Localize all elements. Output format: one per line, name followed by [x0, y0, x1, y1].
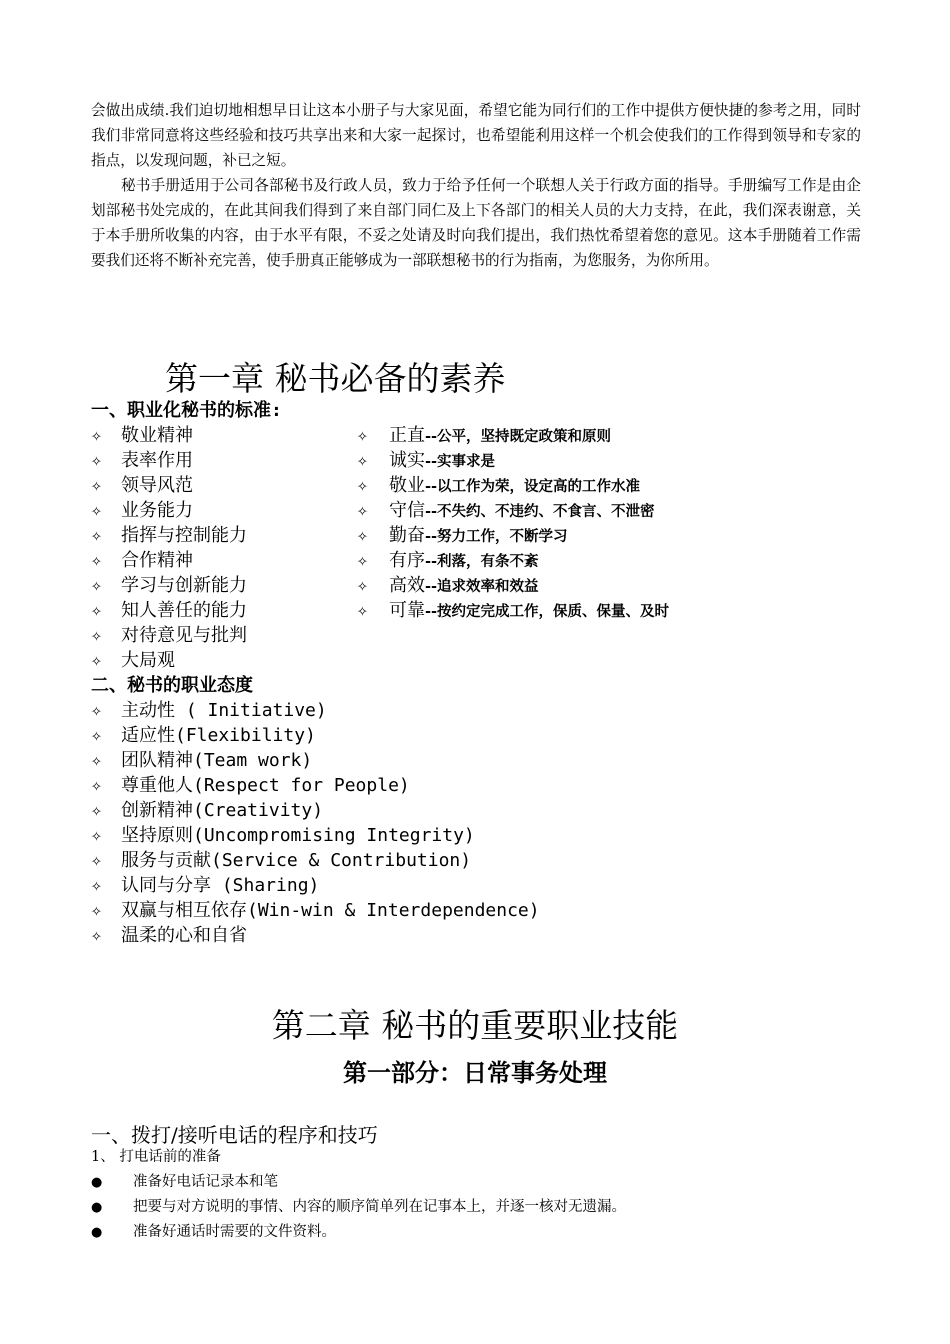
- list-item: ✧ 诚实--实事求是: [357, 450, 496, 471]
- subsection-heading-prep: 1、 打电话前的准备: [91, 1149, 221, 1165]
- section-heading-phone: 一、拨打/接听电话的程序和技巧: [91, 1123, 378, 1147]
- list-item: ✧ 知人善任的能力: [91, 600, 247, 621]
- list-item: ✧ 认同与分享 (Sharing): [91, 875, 320, 896]
- star-bullet-icon: ✧: [91, 525, 102, 546]
- star-bullet-icon: ✧: [357, 550, 368, 571]
- star-bullet-icon: ✧: [91, 475, 102, 496]
- intro-paragraph-1: 会做出成绩.我们迫切地相想早日让这本小册子与大家见面，希望它能为同行们的工作中提供方便快捷的参考之用，同时我们非常同意将这些经验和技巧共享出来和大家一起探讨，也希望能利用这样一个机会使我们的工作得到领导和专家的指点，以发现问题，补已之短。: [91, 102, 861, 169]
- star-bullet-icon: ✧: [91, 850, 102, 871]
- standards-right-list: [357, 423, 669, 623]
- section-heading-attitude: 二、秘书的职业态度: [91, 675, 253, 696]
- list-item: ✧ 勤奋--努力工作，不断学习: [357, 525, 568, 546]
- list-item: ✧ 指挥与控制能力: [91, 525, 247, 546]
- star-bullet-icon: ✧: [91, 575, 102, 596]
- phone-prep-list: [91, 1170, 626, 1245]
- list-item: ✧ 有序--利落，有条不紊: [357, 550, 539, 571]
- dot-bullet-icon: ●: [91, 1175, 103, 1190]
- star-bullet-icon: ✧: [91, 650, 102, 671]
- star-bullet-icon: ✧: [357, 425, 368, 446]
- list-item: ✧ 坚持原则(Uncompromising Integrity): [91, 825, 475, 846]
- star-bullet-icon: ✧: [357, 600, 368, 621]
- list-item: ✧ 敬业精神: [91, 425, 193, 446]
- list-item: ✧ 正直--公平，坚持既定政策和原则: [357, 425, 612, 446]
- dot-bullet-icon: ●: [91, 1225, 103, 1240]
- star-bullet-icon: ✧: [357, 475, 368, 496]
- star-bullet-icon: ✧: [357, 575, 368, 596]
- list-item: ✧ 合作精神: [91, 550, 193, 571]
- star-bullet-icon: ✧: [357, 525, 368, 546]
- list-item: ✧ 适应性(Flexibility): [91, 725, 316, 746]
- star-bullet-icon: ✧: [91, 900, 102, 921]
- list-item: ✧ 温柔的心和自省: [91, 925, 247, 946]
- list-item: ✧ 学习与创新能力: [91, 575, 247, 596]
- list-item: ✧ 敬业--以工作为荣，设定高的工作水准: [357, 475, 641, 496]
- star-bullet-icon: ✧: [91, 625, 102, 646]
- list-item: ✧ 尊重他人(Respect for People): [91, 775, 410, 796]
- list-item: ✧ 表率作用: [91, 450, 193, 471]
- list-item: ✧ 对待意见与批判: [91, 625, 247, 646]
- list-item: ● 把要与对方说明的事情、内容的顺序简单列在记事本上，并逐一核对无遗漏。: [91, 1195, 626, 1220]
- attitude-list: [91, 698, 540, 948]
- star-bullet-icon: ✧: [91, 425, 102, 446]
- star-bullet-icon: ✧: [91, 825, 102, 846]
- standards-left-list: [91, 423, 247, 673]
- list-item: ✧ 大局观: [91, 650, 175, 671]
- list-item: ✧ 团队精神(Team work): [91, 750, 313, 771]
- star-bullet-icon: ✧: [357, 450, 368, 471]
- list-item: ● 准备好通话时需要的文件资料。: [91, 1220, 626, 1245]
- star-bullet-icon: ✧: [91, 750, 102, 771]
- chapter-1-title: 第一章 秘书必备的素养: [165, 359, 506, 398]
- star-bullet-icon: ✧: [91, 700, 102, 721]
- star-bullet-icon: ✧: [91, 800, 102, 821]
- star-bullet-icon: ✧: [91, 600, 102, 621]
- list-item: ✧ 领导风范: [91, 475, 193, 496]
- intro-paragraph-2: 秘书手册适用于公司各部秘书及行政人员，致力于给予任何一个联想人关于行政方面的指导。手册编写工作是由企划部秘书处完成的，在此其间我们得到了来自部门同仁及上下各部门的相关人员的大力支持，在此，我们深表谢意，关于本手册所收集的内容，由于水平有限，不妥之处请及时向我们提出，我们热忱希望着您的意见。这本手册随着工作需要我们还将不断补充完善，使手册真正能够成为一部联想秘书的行为指南，为您服务，为你所用。: [91, 177, 861, 269]
- star-bullet-icon: ✧: [91, 500, 102, 521]
- list-item: ● 准备好电话记录本和笔: [91, 1170, 626, 1195]
- chapter-2-title: 第二章 秘书的重要职业技能: [271, 1006, 679, 1045]
- dot-bullet-icon: ●: [91, 1200, 103, 1215]
- part-1-title: 第一部分：日常事务处理: [343, 1059, 607, 1087]
- star-bullet-icon: ✧: [91, 925, 102, 946]
- star-bullet-icon: ✧: [91, 725, 102, 746]
- list-item: ✧ 服务与贡献(Service & Contribution): [91, 850, 472, 871]
- list-item: ✧ 可靠--按约定完成工作，保质、保量、及时: [357, 600, 670, 621]
- star-bullet-icon: ✧: [91, 875, 102, 896]
- list-item: ✧ 创新精神(Creativity): [91, 800, 324, 821]
- list-item: ✧ 守信--不失约、不违约、不食言、不泄密: [357, 500, 655, 521]
- list-item: ✧ 业务能力: [91, 500, 193, 521]
- star-bullet-icon: ✧: [91, 550, 102, 571]
- list-item: ✧ 高效--追求效率和效益: [357, 575, 539, 596]
- section-heading-standards: 一、职业化秘书的标准:: [91, 400, 282, 421]
- star-bullet-icon: ✧: [91, 775, 102, 796]
- star-bullet-icon: ✧: [357, 500, 368, 521]
- list-item: ✧ 主动性 ( Initiative): [91, 700, 327, 721]
- list-item: ✧ 双赢与相互依存(Win-win & Interdependence): [91, 900, 540, 921]
- star-bullet-icon: ✧: [91, 450, 102, 471]
